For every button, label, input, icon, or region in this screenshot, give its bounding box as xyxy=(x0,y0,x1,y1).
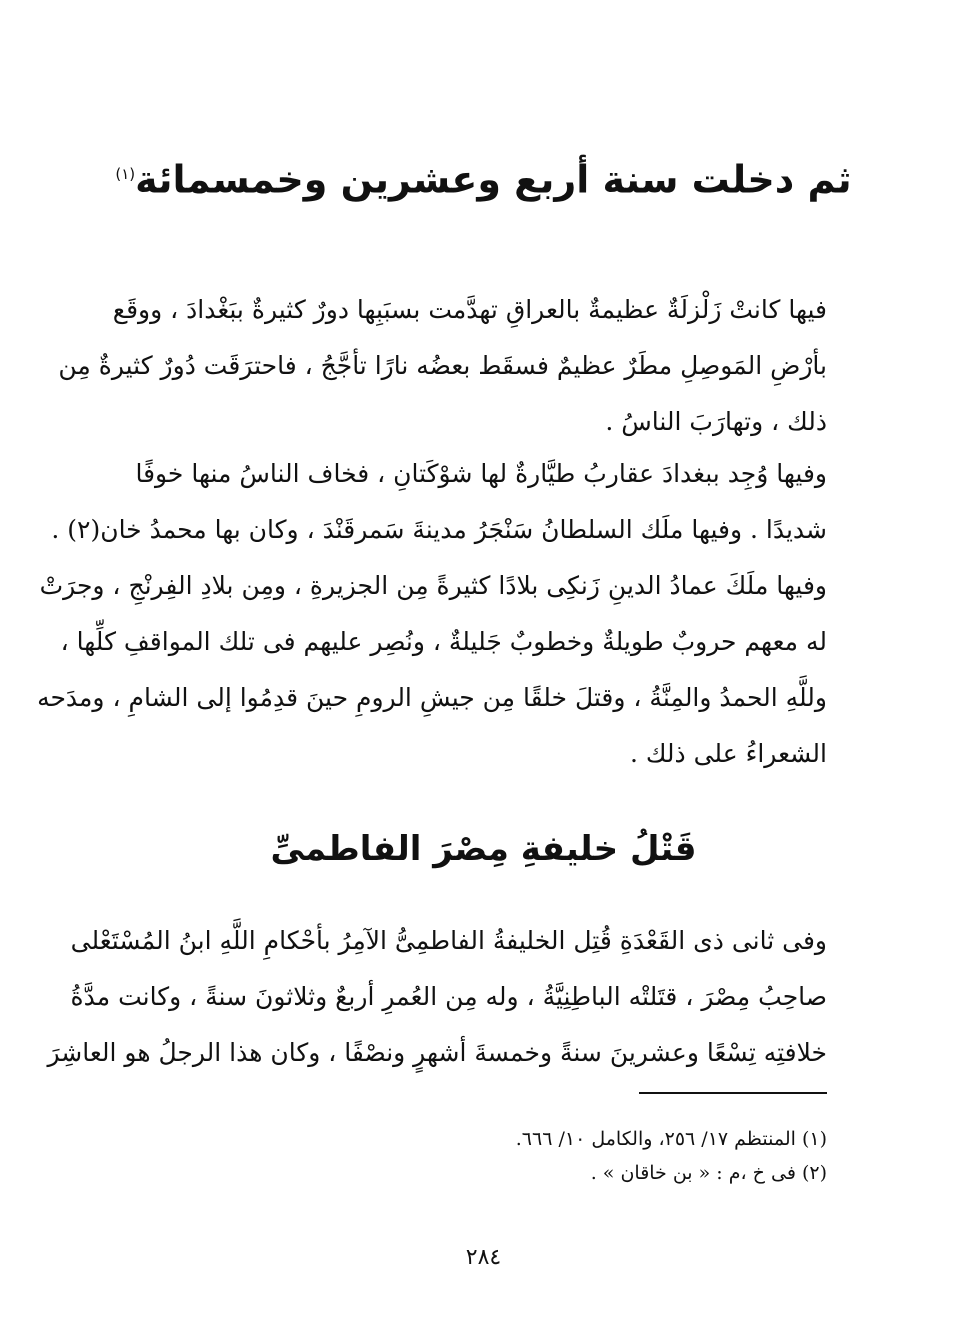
text-line: الشعراءُ على ذلك . xyxy=(629,739,827,768)
text-line: خلافتِه تِسْعًا وعشرينَ سنةً وخمسةَ أشهرٍ ونصْفًا ، وكان هذا الرجلُ هو العاشِرَ xyxy=(47,1038,827,1067)
footnote-ref-1: (١) xyxy=(115,165,136,183)
text-line: وفيها وُجِد ببغدادَ عقاربُ طيَّارةٌ لها شوْكَتانِ ، فخاف الناسُ منها خوفًا xyxy=(135,459,827,488)
text-line: شديدًا . وفيها ملَك السلطانُ سَنْجَرُ مدينةَ سَمرقَنْدَ ، وكان بها محمدُ خان(٢) . xyxy=(51,515,827,544)
year-heading xyxy=(90,142,877,206)
paragraph-earthquake xyxy=(58,282,827,450)
paragraph-caliph xyxy=(47,913,827,1081)
section-heading: قَتْلُ خليفةِ مِصْرَ الفاطمىِّ xyxy=(270,829,697,869)
text-line: فيها كانتْ زَلْزلَةٌ عظيمةٌ بالعراقِ تهدَّمت بسبَبِها دورٌ كثيرةٌ ببَغْدادَ ، ووقَع xyxy=(112,295,827,324)
text-line: وللَّهِ الحمدُ والمِنَّةُ ، وقتلَ خلقًا مِن جيشِ الرومِ حينَ قدِمُوا إلى الشامِ ، ومدَحه xyxy=(37,683,827,712)
text-line: بأرْضِ المَوصِلِ مطَرٌ عظيمٌ فسقَط بعضُه نارًا تأجَّجُ ، فاحترَقَت دُورٌ كثيرةٌ مِن xyxy=(58,351,827,380)
footnote-2: (٢) فى خ ،م : « بن خاقان » . xyxy=(590,1162,827,1184)
text-line: وفيها ملَكَ عمادُ الدينِ زَنكِى بلادًا كثيرةً مِن الجزيرةِ ، ومِن بلادِ الفِرنْجِ ، وجرَتْ xyxy=(39,571,827,600)
footnote-1: (١) المنتظم ١٧/ ٢٥٦، والكامل ١٠/ ٦٦٦. xyxy=(515,1128,827,1150)
footnote-divider xyxy=(639,1092,827,1094)
text-line: وفى ثانى ذى القَعْدَةِ قُتِل الخليفةُ الفاطمِىُّ الآمِرُ بأحْكامِ اللَّهِ ابنُ المُسْتَعْلى xyxy=(70,926,827,955)
page-number: ٢٨٤ xyxy=(465,1245,502,1270)
text-line: ذلك ، وتهارَبَ الناسُ . xyxy=(605,407,827,436)
footnotes xyxy=(107,1122,827,1190)
text-line: له معهم حروبٌ طويلةٌ وخطوبٌ جَليلةٌ ، ونُصِر عليهم فى تلك المواقفِ كلِّها ، xyxy=(60,627,827,656)
text-line: صاحِبُ مِصْرَ ، قتَلتْه الباطِنِيَّةُ ، وله مِن العُمرِ أربعٌ وثلاثونَ سنةً ، وكانت مدَّةُ xyxy=(70,982,827,1011)
paragraph-events xyxy=(37,446,827,782)
year-heading-text: ثم دخلت سنة أربع وعشرين وخمسمائة xyxy=(135,157,852,202)
